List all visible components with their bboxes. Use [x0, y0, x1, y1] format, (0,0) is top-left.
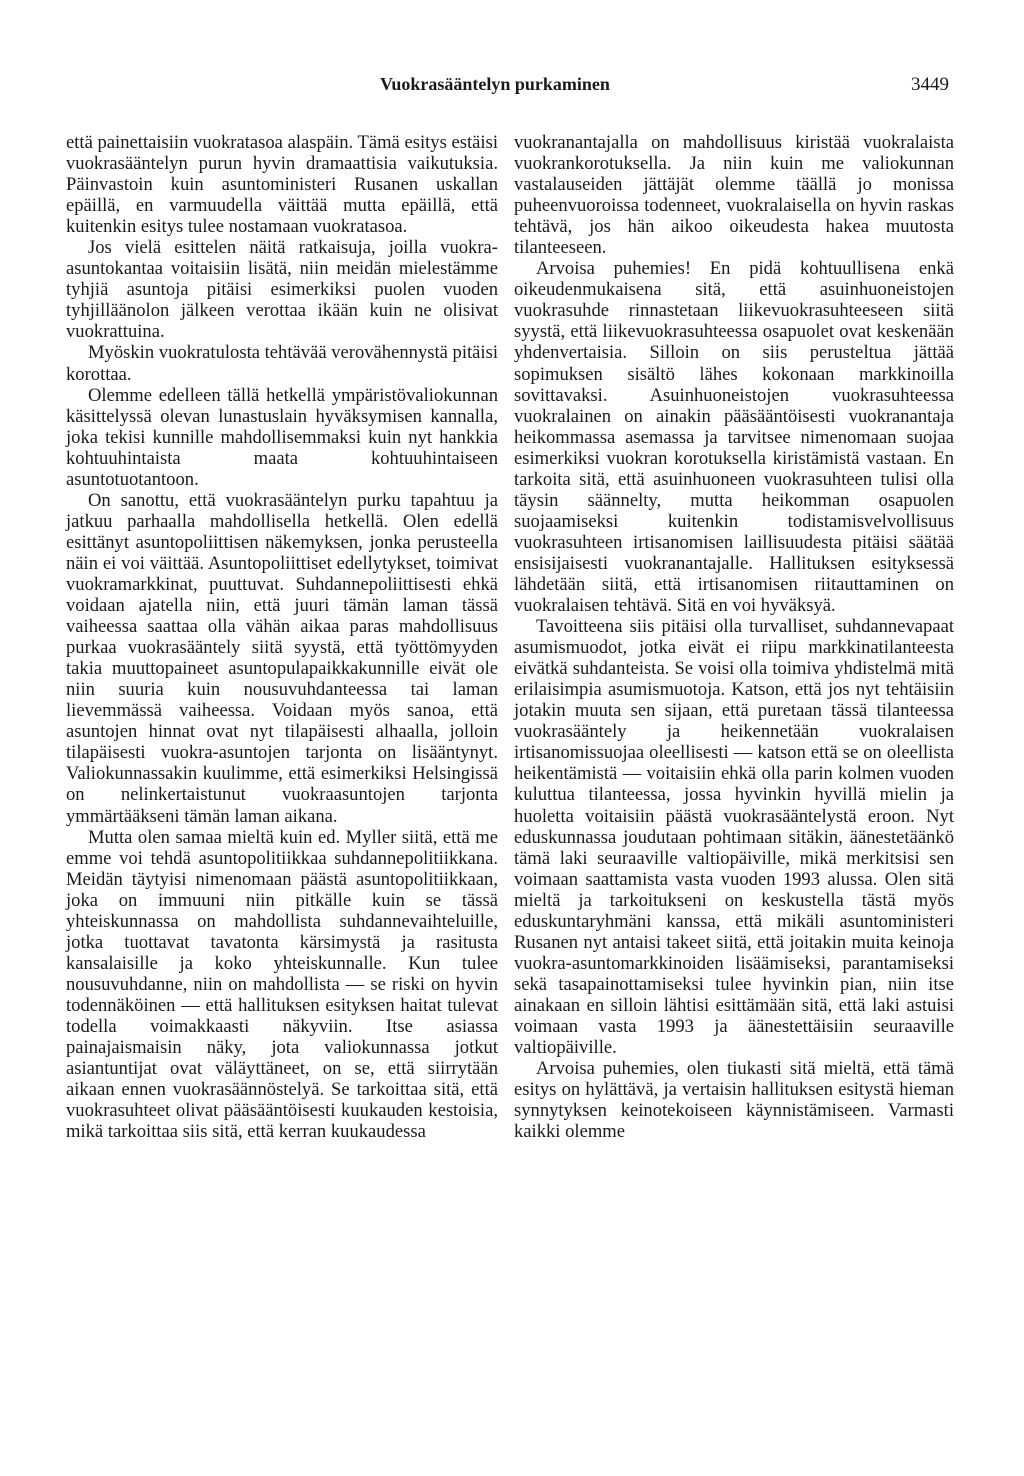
paragraph: Jos vielä esittelen näitä ratkaisuja, joilla vuokra-asuntokantaa voitaisiin lisätä, niin meidän mielestämme tyhjiä asuntoja pitäisi esimerkiksi puolen vuoden tyhjilläänolon jälkeen verottaa ikään kuin ne olisivat vuokrattuina. — [66, 237, 498, 343]
paragraph: että painettaisiin vuokratasoa alaspäin. Tämä esitys estäisi vuokrasääntelyn purun hyvin dramaattisia vaikutuksia. Päinvastoin kuin asuntoministeri Rusanen uskallan epäillä, en varmuudella väittää mutta epäillä, että kuitenkin esitys tulee nostamaan vuokratasoa. — [66, 132, 498, 238]
paragraph: Myöskin vuokratulosta tehtävää verovähennystä pitäisi korottaa. — [66, 342, 498, 385]
page-number: 3449 — [911, 74, 949, 95]
paragraph: On sanottu, että vuokrasääntelyn purku tapahtuu ja jatkuu parhaalla mahdollisella hetkellä. Olen edellä esittänyt asuntopoliittisen näkemyksen, jonka perusteella näin ei voi väittää. Asuntopoliittiset edellytykset, toimivat vuokramarkkinat, puuttuvat. Suhdannepoliittisesti ehkä voidaan ajatella niin, että juuri tämän laman tässä vaiheessa saattaa olla vähän aikaa paras mahdollisuus purkaa vuokrasääntely siitä syystä, että työttömyyden takia muuttopaineet asuntopulapaikkakunnille eivät ole niin suuria kuin nousuvuhdanteessa tai laman lievemmässä vaiheessa. Voidaan myös sanoa, että asuntojen hinnat ovat nyt tilapäisesti alhaalla, jolloin tilapäisesti vuokra-asuntojen tarjonta on lisääntynyt. Valiokunnassakin kuulimme, että esimerkiksi Helsingissä on nelinkertaistunut vuokraasuntojen tarjonta ymmärtääkseni tämän laman aikana. — [66, 489, 498, 827]
paragraph: Arvoisa puhemies, olen tiukasti sitä mieltä, että tämä esitys on hylättävä, ja vertaisin hallituksen esitystä hieman synnytyksen keinotekoiseen käynnistämiseen. Varmasti kaikki olemme — [514, 1058, 954, 1143]
left-column — [66, 132, 498, 1142]
paragraph: Tavoitteena siis pitäisi olla turvalliset, suhdannevapaat asumismuodot, jotka eivät ei riipu markkinatilanteesta eivätkä suhdanteista. Se voisi olla toimiva yhdistelmä mitä erilaisimpia asumismuotoja. Katson, että jos nyt tehtäisiin jotakin muuta sen sijaan, että puretaan tässä tilanteessa vuokrasääntely ja heikennetään vuokralaisen irtisanomissuojaa oleellisesti — katson että se on oleellista heikentämistä — voitaisiin ehkä olla parin kolmen vuoden kuluttua tilanteessa, jossa hyvinkin hyvillä mielin ja huoletta voitaisiin päästä vuokrasääntelystä eroon. Nyt eduskunnassa joudutaan pohtimaan sitäkin, äänestetäänkö tämä laki seuraaville valtiopäiville, mikä merkitsisi sen voimaan saattamista vasta vuoden 1993 alussa. Olen sitä mieltä ja tarkoitukseni on keskustella tästä myös eduskuntaryhmäni kanssa, että mikäli asuntoministeri Rusanen nyt antaisi takeet siitä, että joitakin muita keinoja vuokra-asuntomarkkinoiden lisäämiseksi, parantamiseksi sekä tasapainottamiseksi tulee hyvinkin pian, niin itse ainakaan en silloin lähtisi esittämään sitä, että laki astuisi voimaan vasta 1993 ja äänestettäisiin seuraaville valtiopäiville. — [514, 616, 954, 1059]
running-header — [0, 74, 1024, 102]
paragraph: Mutta olen samaa mieltä kuin ed. Myller siitä, että me emme voi tehdä asuntopolitiikkaa suhdannepolitiikkana. Meidän täytyisi nimenomaan päästä asuntopolitiikkaan, joka on immuuni niin pitkälle kuin se tässä yhteiskunnassa on mahdollista suhdannevaihteluille, jotka tuottavat tavatonta kärsimystä ja rasitusta kansalaisille ja koko yhteiskunnalle. Kun tulee nousuvuhdanne, niin on mahdollista — se riski on hyvin todennäköinen — että hallituksen esityksen haitat tulevat todella voimakkaasti näkyviin. Itse asiassa painajaismaisin näky, jota valiokunnassa jotkut asiantuntijat ovat väläyttäneet, on se, että siirrytään aikaan ennen vuokrasäännöstelyä. Se tarkoittaa sitä, että vuokrasuhteet olivat pääsääntöisesti kuukauden kestoisia, mikä tarkoittaa siis sitä, että kerran kuukaudessa — [66, 826, 498, 1143]
paragraph: Arvoisa puhemies! En pidä kohtuullisena enkä oikeudenmukaisena sitä, että asuinhuoneistojen vuokrasuhde rinnastetaan liikevuokrasuhteeseen siitä syystä, että liikevuokrasuhteessa osapuolet ovat keskenään yhdenvertaisia. Silloin on siis perusteltua jättää sopimuksen sisältö lähes kokonaan markkinoilla sovittavaksi. Asuinhuoneistojen vuokrasuhteessa vuokralainen on ainakin pääsääntöisesti vuokranantaja heikommassa asemassa ja tarvitsee nimenomaan suojaa esimerkiksi vuokran korotuksella kiristämistä vastaan. En tarkoita sitä, että asuinhuoneen vuokrasuhteen tulisi olla täysin säännelty, mutta heikomman osapuolen suojaamiseksi kuitenkin todistamisvelvollisuus vuokrasuhteen irtisanomisen laillisuudesta pitäisi säätää ensisijaisesti vuokranantajalle. Hallituksen esityksessä lähdetään siitä, että irtisanomisen riitauttaminen on vuokralaisen tehtävä. Sitä en voi hyväksyä. — [514, 258, 954, 617]
paragraph: Olemme edelleen tällä hetkellä ympäristövaliokunnan käsittelyssä olevan lunastuslain hyväksymisen kannalla, joka tekisi kunnille mahdollisemmaksi kuin nyt hankkia kohtuuhintaista maata kohtuuhintaiseen asuntotuotantoon. — [66, 384, 498, 490]
header-title: Vuokrasääntelyn purkaminen — [380, 74, 610, 94]
right-column — [514, 132, 954, 1142]
paragraph: vuokranantajalla on mahdollisuus kiristää vuokralaista vuokrankorotuksella. Ja niin kuin me valiokunnan vastalauseiden jättäjät olemme täällä jo monissa puheenvuoroissa todenneet, vuokralaisella on hyvin raskas tehtävä, jos hän aikoo oikeudesta hakea muutosta tilanteeseen. — [514, 132, 954, 259]
